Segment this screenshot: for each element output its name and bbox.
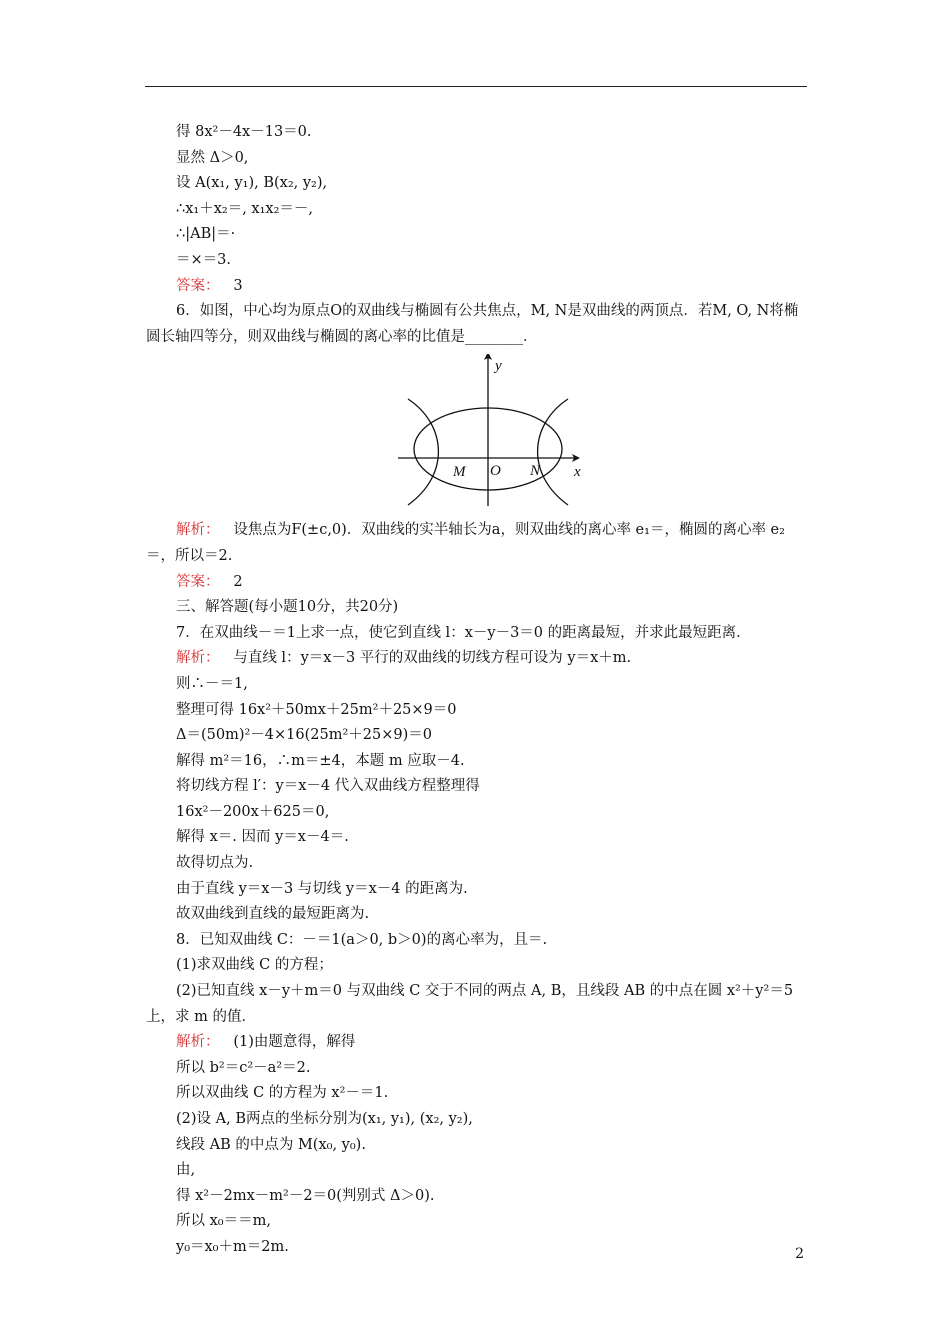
text-line: 则∴－＝1, [176,675,248,692]
question-8-part2: (2)已知直线 x－y＋m＝0 与双曲线 C 交于不同的两点 A, B，且线段 AB 的中点在圆 x²＋y²＝5上，求 m 的值． [146,983,794,1025]
answer-line [146,274,810,300]
page-number: 2 [795,1246,804,1262]
text-line: 所以双曲线 C 的方程为 x²－＝1. [176,1085,389,1102]
solution-label: 解析： [176,1034,220,1051]
hyperbola-right-branch [538,399,568,505]
solution-label: 解析： [176,650,220,667]
text-line: 显然 Δ＞0, [176,149,249,166]
header-rule [145,86,807,87]
text-line: ＝×＝3. [176,251,231,268]
answer-line [146,570,810,596]
solution-6 [146,518,810,569]
label-N: N [530,463,541,480]
hyperbola-left-branch [408,399,438,505]
figure-svg [396,354,596,512]
question-8: 8．已知双曲线 C：－＝1(a＞0, b＞0)的离心率为，且＝. [176,931,548,948]
text-line: 设 A(x₁, y₁), B(x₂, y₂), [176,175,328,192]
label-O: O [490,463,501,480]
text-line: ∴x₁＋x₂＝, x₁x₂＝－, [176,200,314,217]
text-line: 线段 AB 的中点为 M(x₀, y₀). [176,1136,366,1153]
section-heading: 三、解答题(每小题10分，共20分) [176,599,399,616]
text-line: 将切线方程 l′：y＝x－4 代入双曲线方程整理得 [176,778,480,795]
solution-7-first [146,646,810,672]
text-line: 故双曲线到直线的最短距离为. [176,906,370,923]
text-line: ∴|AB|＝· [176,226,236,243]
text-line: 16x²－200x＋625＝0, [176,803,330,820]
solution-8-first [146,1030,810,1056]
text-line: 由, [176,1162,196,1179]
text-line: 得 8x²－4x－13＝0. [176,124,312,140]
content-area [146,120,810,1261]
answer-value: 2 [233,573,243,590]
question-8-part1: (1)求双曲线 C 的方程； [176,957,333,974]
text-line: 解得 x＝. 因而 y＝x－4＝. [176,829,349,846]
text-line: Δ＝(50m)²－4×16(25m²＋25×9)＝0 [176,727,433,744]
text-line: 所以 x₀＝＝m, [176,1213,271,1230]
solution-text: (1)由题意得，解得 [233,1034,356,1051]
answer-label: 答案： [176,277,220,294]
solution-text: 设焦点为F(±c,0)．双曲线的实半轴长为a，则双曲线的离心率 e₁＝，椭圆的离心率 e₂＝，所以＝2. [146,522,785,564]
text-line: y₀＝x₀＋m＝2m. [176,1238,289,1255]
solution-text: 与直线 l：y＝x－3 平行的双曲线的切线方程可设为 y＝x＋m. [233,650,632,667]
text-line: (2)设 A, B两点的坐标分别为(x₁, y₁), (x₂, y₂), [176,1111,473,1127]
answer-value: 3 [233,277,243,294]
question-6: 6．如图，中心均为原点O的双曲线与椭圆有公共焦点，M, N是双曲线的两顶点．若M, O, N将椭圆长轴四等分，则双曲线与椭圆的离心率的比值是________． [146,303,799,345]
text-line: 解得 m²＝16，∴m＝±4，本题 m 应取－4. [176,752,465,769]
figure-hyperbola-ellipse [146,354,810,512]
text-line: 所以 b²＝c²－a²＝2. [176,1059,311,1076]
text-line: 得 x²－2mx－m²－2＝0(判别式 Δ＞0). [176,1187,435,1204]
text-line: 故得切点为. [176,855,254,872]
label-x: x [574,464,581,481]
text-line: 由于直线 y＝x－3 与切线 y＝x－4 的距离为. [176,880,468,897]
solution-label: 解析： [176,522,220,539]
question-7: 7．在双曲线－＝1上求一点，使它到直线 l：x－y－3＝0 的距离最短，并求此最短距离． [176,624,751,641]
label-M: M [453,464,466,481]
label-y: y [495,358,502,375]
text-line: 整理可得 16x²＋50mx＋25m²＋25×9＝0 [176,701,457,718]
answer-label: 答案： [176,573,220,590]
